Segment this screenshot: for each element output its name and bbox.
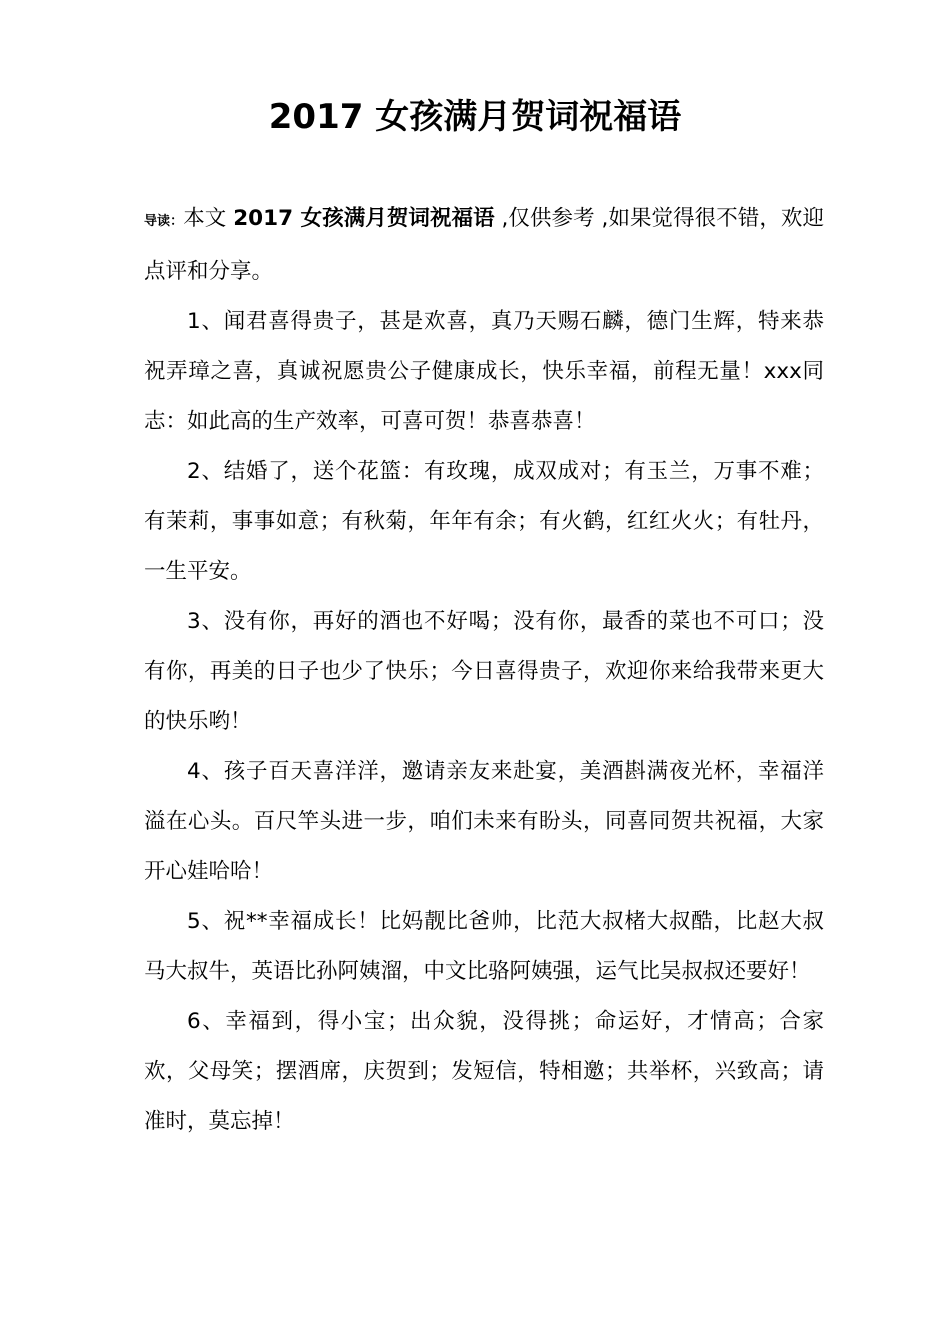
intro-prefix: 本文: [183, 206, 234, 231]
paragraph-6: 6、幸福到，得小宝；出众貌，没得挑；命运好，才情高；合家欢，父母笑；摆酒席，庆贺到；发短信，特相邀；共举杯，兴致高；请准时，莫忘掉！: [144, 1009, 824, 1134]
paragraph-2: 2、结婚了，送个花篮：有玫瑰，成双成对；有玉兰，万事不难；有茉莉，事事如意；有秋菊，年年有余；有火鹤，红红火火；有牡丹，一生平安。: [144, 459, 824, 584]
intro-label: 导读：: [144, 214, 184, 229]
intro-title: 2017 女孩满月贺词祝福语: [233, 206, 495, 231]
document-title: 2017 女孩满月贺词祝福语: [268, 97, 682, 137]
paragraph-3: 3、没有你，再好的酒也不好喝；没有你，最香的菜也不可口；没有你，再美的日子也少了快乐；今日喜得贵子，欢迎你来给我带来更大的快乐哟！: [144, 609, 824, 734]
intro-paragraph: [144, 194, 824, 297]
paragraph-4: 4、孩子百天喜洋洋，邀请亲友来赴宴，美酒斟满夜光杯，幸福洋溢在心头。百尺竿头进一步，咱们未来有盼头，同喜同贺共祝福，大家开心娃哈哈！: [144, 759, 824, 884]
paragraph-5: 5、祝**幸福成长！比妈靓比爸帅，比范大叔楮大叔酷，比赵大叔马大叔牛，英语比孙阿姨溜，中文比骆阿姨强，运气比吴叔叔还要好！: [144, 909, 824, 984]
paragraph-1: 1、闻君喜得贵子，甚是欢喜，真乃天赐石麟，德门生辉，特来恭祝弄璋之喜，真诚祝愿贵公子健康成长，快乐幸福，前程无量！xxx同志：如此高的生产效率，可喜可贺！恭喜恭喜！: [144, 309, 824, 434]
intro-suffix: ,仅供参考 ,如果觉得很不错，欢迎点评和分享。: [144, 206, 824, 284]
document-body: [144, 194, 824, 1147]
